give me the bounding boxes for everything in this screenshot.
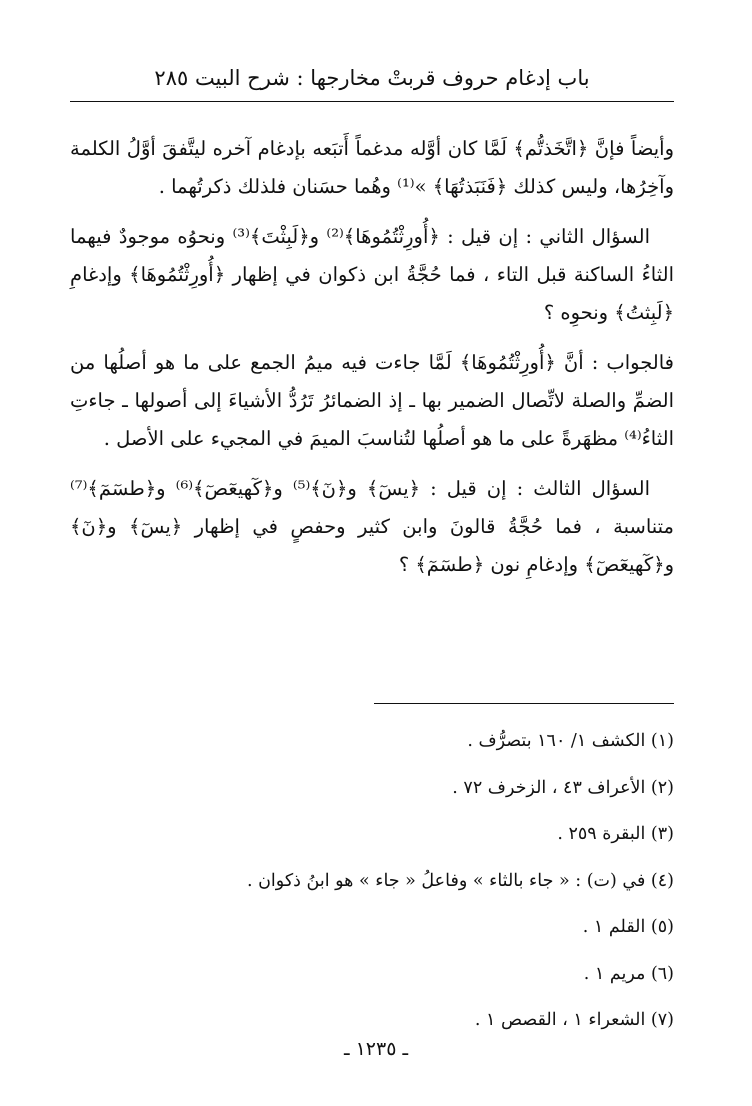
main-text xyxy=(70,130,674,584)
footnote: (٥) القلم ١ . xyxy=(582,917,674,937)
footnote: (١) الكشف ١/ ١٦٠ بتصرُّف . xyxy=(467,731,674,751)
footnote: (٧) الشعراء ١ ، القصص ١ . xyxy=(474,1010,674,1030)
page-number: ـ ١٢٣٥ ـ xyxy=(343,1038,409,1060)
running-header: باب إدغام حروف قربتْ مخارجها : شرح البيت ٢٨٥ xyxy=(154,66,590,90)
paragraph: السؤال الثاني : إن قيل : ﴿أُورِثْتُمُوهَا﴾⁽²⁾ و﴿لَبِثْتَ﴾⁽³⁾ ونحوُه موجودٌ فيهما الثاءُ الساكنة قبل التاء ، فما حُجَّةُ ابن ذكوان في إظهار ﴿أُورِثْتُمُوهَا﴾ وإدغامِ ﴿لَبِثتُ﴾ ونحوِه ؟ xyxy=(70,225,674,324)
paragraph: وأيضاً فإنَّ ﴿اتَّخَذتُّم﴾ لَمَّا كان أوَّله مدغماً أَتبَعه بإدغام آخره ليتَّفقَ أوَّلُ الكلمة وآخِرُها، وليس كذلك ﴿فَنَبَذتُهَا﴾ »⁽¹⁾ وهُما حسَنان فلذلك ذكرتُهما . xyxy=(70,137,674,198)
footnotes xyxy=(70,718,674,1044)
footnote: (٦) مريم ١ . xyxy=(583,963,674,984)
footnote: (٤) في (ت) : « جاء بالثاء » وفاعلُ « جاء » هو ابنُ ذكوان . xyxy=(246,870,674,891)
footnote-divider xyxy=(374,703,674,704)
paragraph: السؤال الثالث : إن قيل : ﴿يسٓ﴾ و﴿نٓ﴾⁽⁵⁾ و﴿كٓهيعٓصٓ﴾⁽⁶⁾ و﴿طسٓمٓ﴾⁽⁷⁾ متناسبة ، فما حُجَّةُ قالونَ وابن كثير وحفصٍ في إظهار ﴿يسٓ﴾ و﴿نٓ﴾ و﴿كٓهيعٓصٓ﴾ وإدغامِ نون ﴿طسٓمٓ﴾ ؟ xyxy=(70,477,674,576)
paragraph: فالجواب : أنَّ ﴿أُورِثْتُمُوهَا﴾ لَمَّا جاءت فيه ميمُ الجمع على ما هو أصلُها من الضمِّ والصلة لاتِّصال الضمير بها ـ إذ الضمائرُ تَرُدُّ الأشياءَ إلى أصولها ـ جاءتِ الثاءُ⁽⁴⁾ مظهَرةً على ما هو أصلُها لتُناسبَ الميمَ في المجيء على الأصل . xyxy=(70,351,674,450)
footnote: (٣) البقرة ٢٥٩ . xyxy=(557,824,674,844)
footnote: (٢) الأعراف ٤٣ ، الزخرف ٧٢ . xyxy=(452,777,674,798)
header-divider xyxy=(70,101,674,102)
